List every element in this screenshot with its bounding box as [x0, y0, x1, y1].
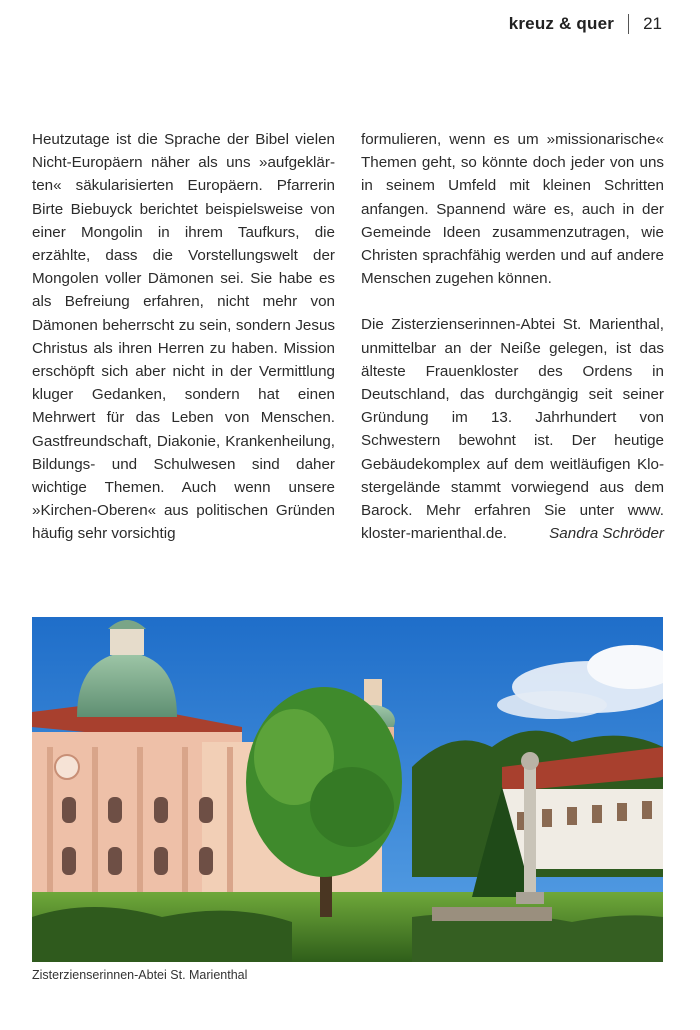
page-number: 21 — [643, 14, 662, 33]
article-column-right — [361, 128, 664, 546]
header-divider — [628, 14, 629, 34]
author-signature: Sandra Schröder — [549, 525, 664, 543]
magazine-title: kreuz & quer — [508, 14, 615, 33]
abbey-photo-illustration — [32, 617, 663, 962]
abbey-photo — [32, 617, 663, 962]
article-body — [32, 128, 664, 546]
article-paragraph: Heutzutage ist die Sprache der Bibel vielen Nicht-Europäern näher als uns »aufgeklärten« säkularisierten Europäern. Pfarrerin Birte Biebuyck berichtet beispielsweise von einer Mongolin in ihrem Taufkurs, die erzählte, dass die Vorstellungswelt der Mongolen voller Dämonen sei. Sie habe es als Befreiung erfahren, nicht mehr von Dämonen beherrscht zu sein, sondern Jesus Christus als ihren Herren zu haben. Mission erschöpft sich aber nicht in der Vermittlung kluger Gedanken, sondern hat einen Mehrwert für das Leben von Menschen. Gastfreundschaft, Diakonie, Krankenheilung, Bildungs- und Schulwesen sind daher wichtige Themen. Auch wenn unsere »Kirchen-Oberen« aus politischen Gründen häufig sehr vorsichtig — [32, 131, 335, 543]
article-paragraph: formulieren, wenn es um »missionarische« Themen geht, so könnte doch jeder von uns in seinem Umfeld mit kleinen Schritten anfangen. Spannend wäre es, auch in der Gemeinde Ideen zusammenzutragen, wie Christen sprachfähig werden und auf andere Menschen zugehen können. — [361, 131, 664, 288]
article-paragraph-text: Die Zisterzienserinnen-Abtei St. Marienthal, unmittelbar an der Neiße gelegen, ist das älteste Frauenkloster des Ordens in Deutschland, das durchgängig seit seiner Gründung im 13. Jahrhundert von Schwestern bewohnt ist. Der heutige Gebäudekomplex auf dem weitläufigen Klostergelände stammt vorwiegend aus dem Barock. Mehr erfahren Sie unter www. kloster-marienthal.de. — [361, 316, 664, 543]
page-header — [509, 14, 662, 34]
article-column-left — [32, 128, 335, 546]
article-paragraph — [361, 313, 664, 545]
photo-caption: Zisterzienserinnen-Abtei St. Marienthal — [32, 968, 248, 982]
